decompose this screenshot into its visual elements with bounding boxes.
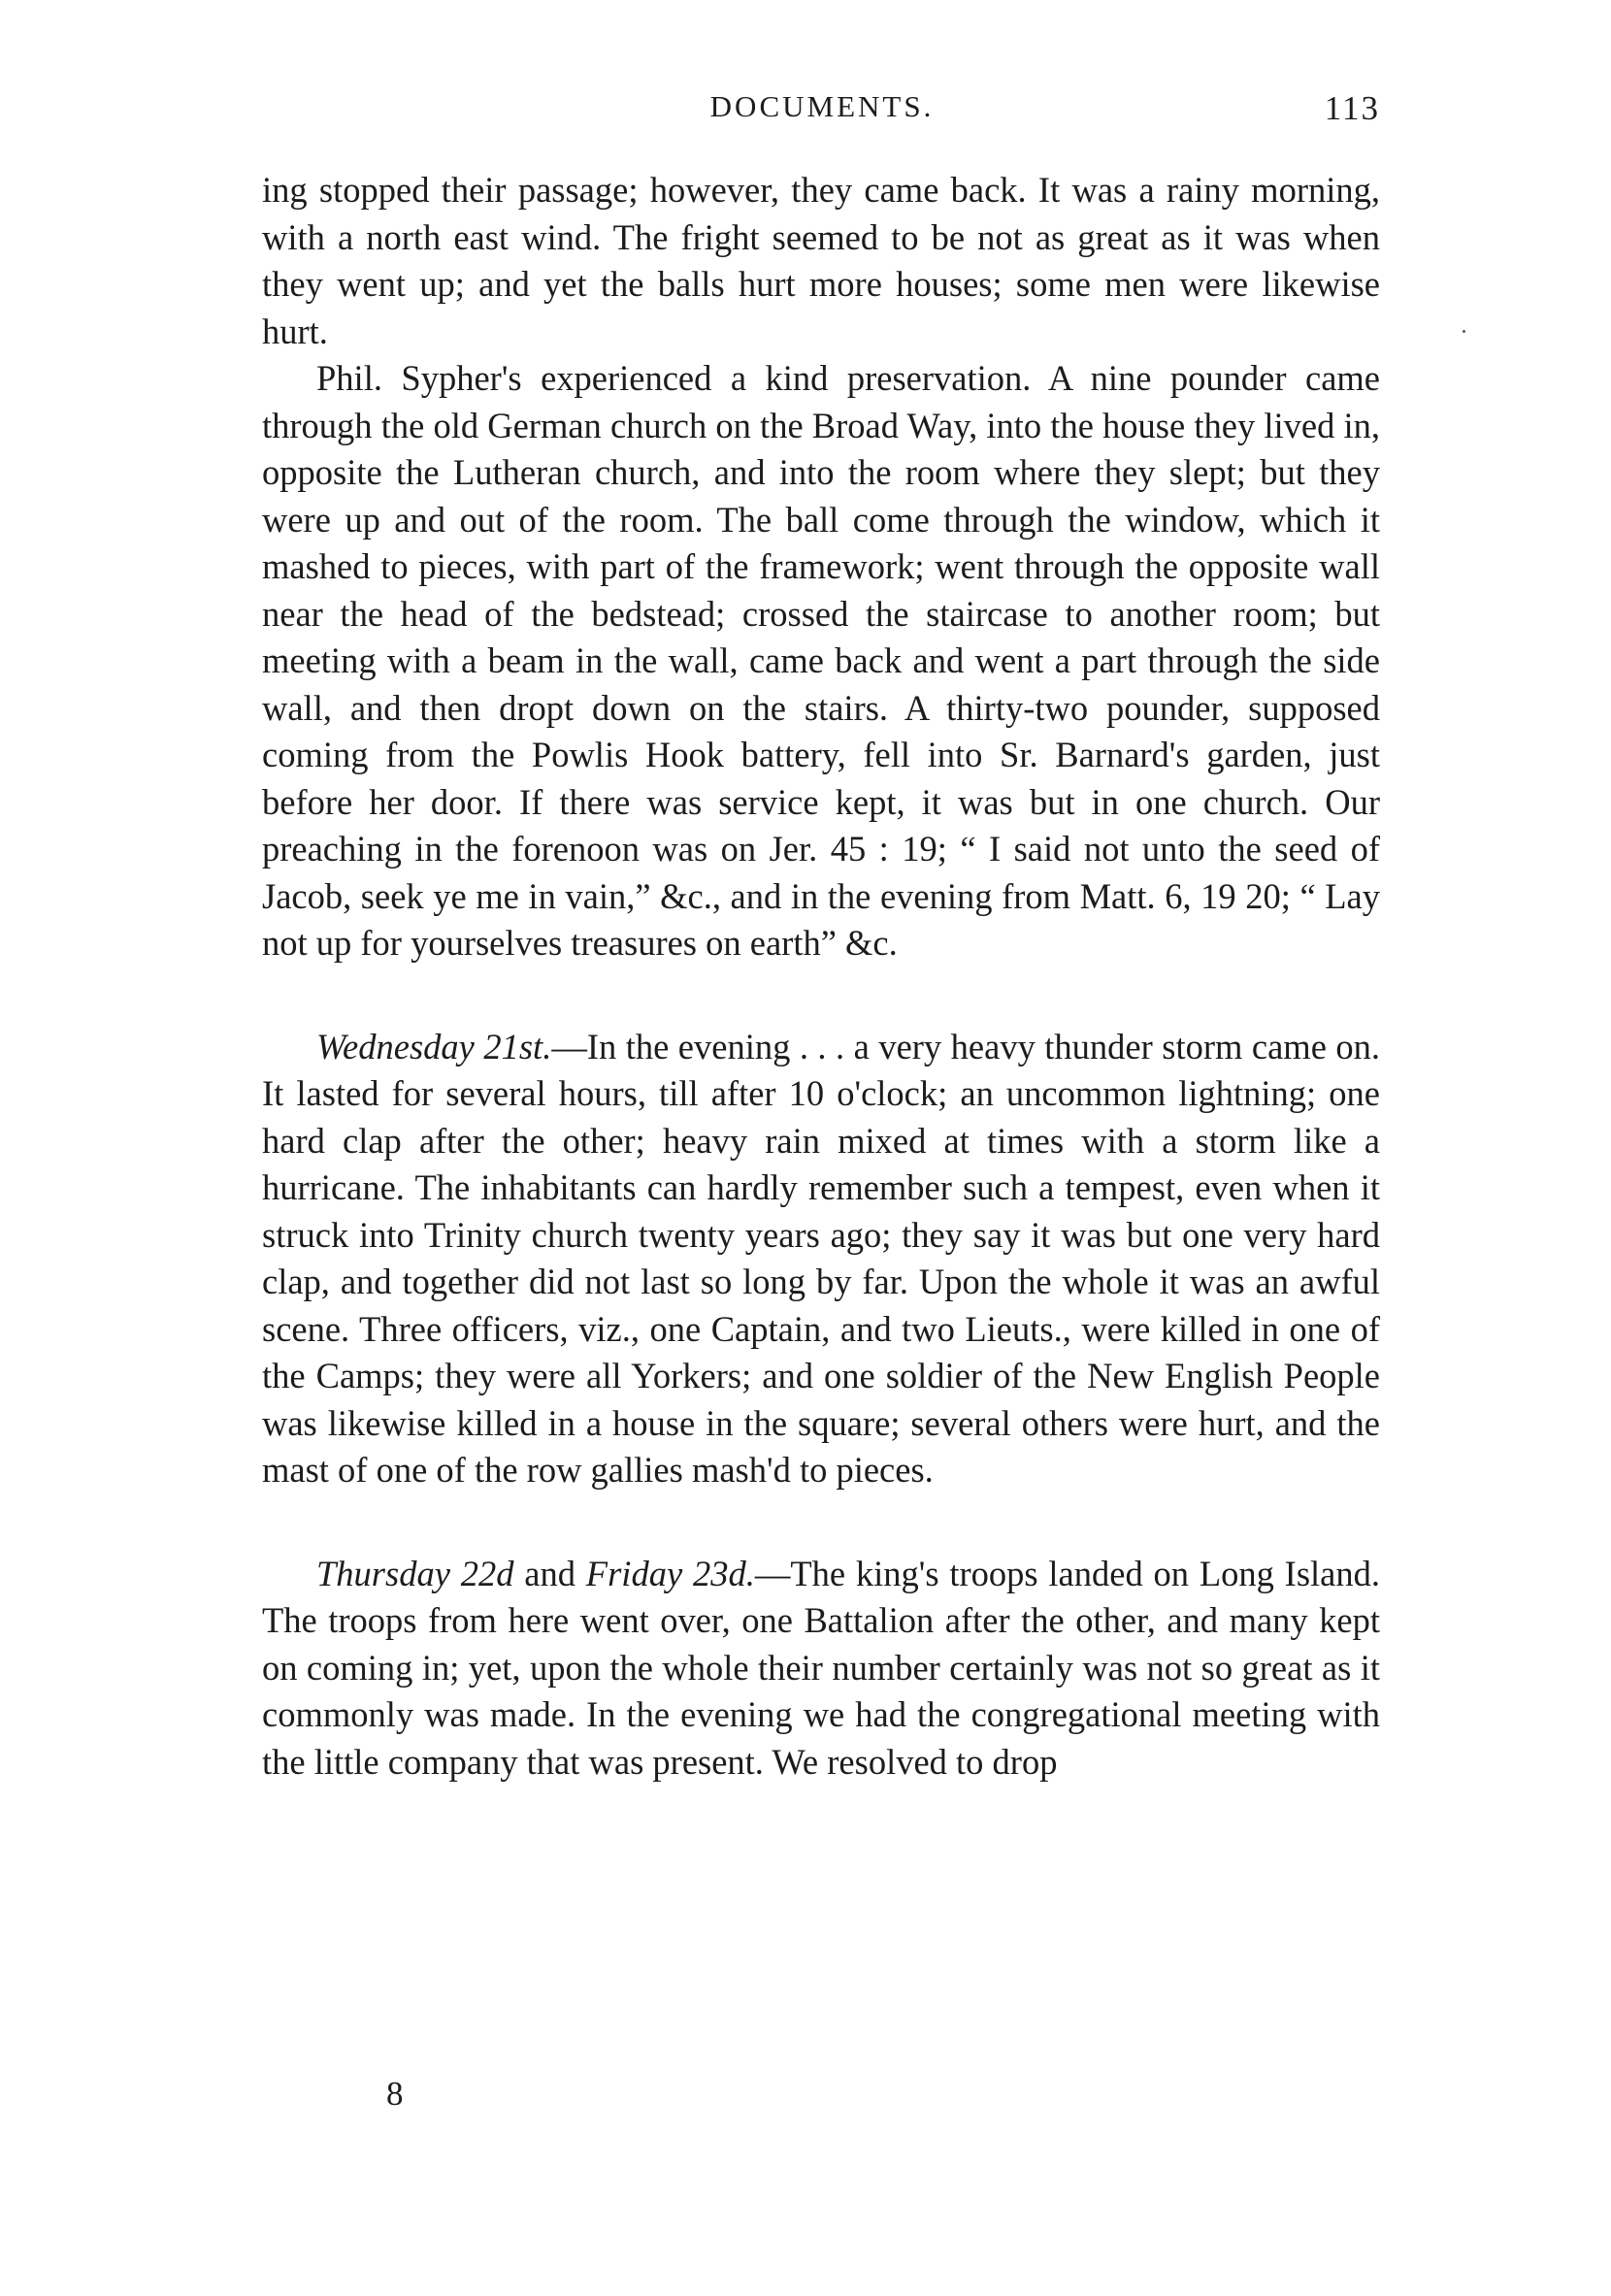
body-text [262, 167, 1380, 1786]
signature-mark: 8 [386, 2075, 404, 2113]
paragraph-text: ing stopped their passage; however, they came back. It was a rainy morning, with a north east wind. The fright seemed to be not as great as it was when they went up; and yet the balls hurt more houses; some men were likewise hurt. [262, 170, 1380, 351]
entry-date-friday: Friday 23d. [585, 1553, 755, 1593]
entry-wednesday [262, 1024, 1380, 1494]
date-connector: and [513, 1553, 586, 1593]
page-number: 113 [1324, 89, 1380, 127]
running-title: DOCUMENTS. [709, 89, 935, 123]
paragraph-continuation [262, 167, 1380, 355]
entry-date-thursday: Thursday 22d [316, 1553, 514, 1593]
entry-thursday-friday [262, 1551, 1380, 1787]
paragraph-text: —In the evening . . . a very heavy thunder storm came on. It lasted for several hours, till after 10 o'clock; an uncommon lightning; one hard clap after the other; heavy rain mixed at times with a storm like a hurricane. The inhabitants can hardly remember such a tempest, even when it struck into Trinity church twenty years ago; they say it was but one very hard clap, and together did not last so long by far. Upon the whole it was an awful scene. Three officers, viz., one Captain, and two Lieuts., were killed in one of the Camps; they were all Yorkers; and one soldier of the New English People was likewise killed in a house in the square; several others were hurt, and the mast of one of the row gallies mash'd to pieces. [262, 1026, 1380, 1490]
paragraph-sypher [262, 355, 1380, 968]
paragraph-text: —The king's troops landed on Long Island. The troops from here went over, one Battalion after the other, and many kept on coming in; yet, upon the whole their number certainly was not so great as it commonly was made. In the evening we had the congregational meeting with the little company that was present. We resolved to drop [262, 1553, 1380, 1782]
paragraph-text: Phil. Sypher's experienced a kind preservation. A nine pounder came through the old German church on the Broad Way, into the house they lived in, opposite the Lutheran church, and into the room where they slept; but they were up and out of the room. The ball come through the window, which it mashed to pieces, with part of the framework; went through the opposite wall near the head of the bedstead; crossed the staircase to another room; but meeting with a beam in the wall, came back and went a part through the side wall, and then dropt down on the stairs. A thirty-two pounder, supposed coming from the Powlis Hook battery, fell into Sr. Barnard's garden, just before her door. If there was service kept, it was but in one church. Our preaching in the forenoon was on Jer. 45 : 19; “ I said not unto the seed of Jacob, seek ye me in vain,” &c., and in the evening from Matt. 6, 19 20; “ Lay not up for yourselves treasures on earth” &c. [262, 358, 1380, 963]
entry-date: Wednesday 21st. [316, 1026, 552, 1066]
print-speck [1463, 330, 1465, 333]
page-header [264, 85, 1380, 144]
